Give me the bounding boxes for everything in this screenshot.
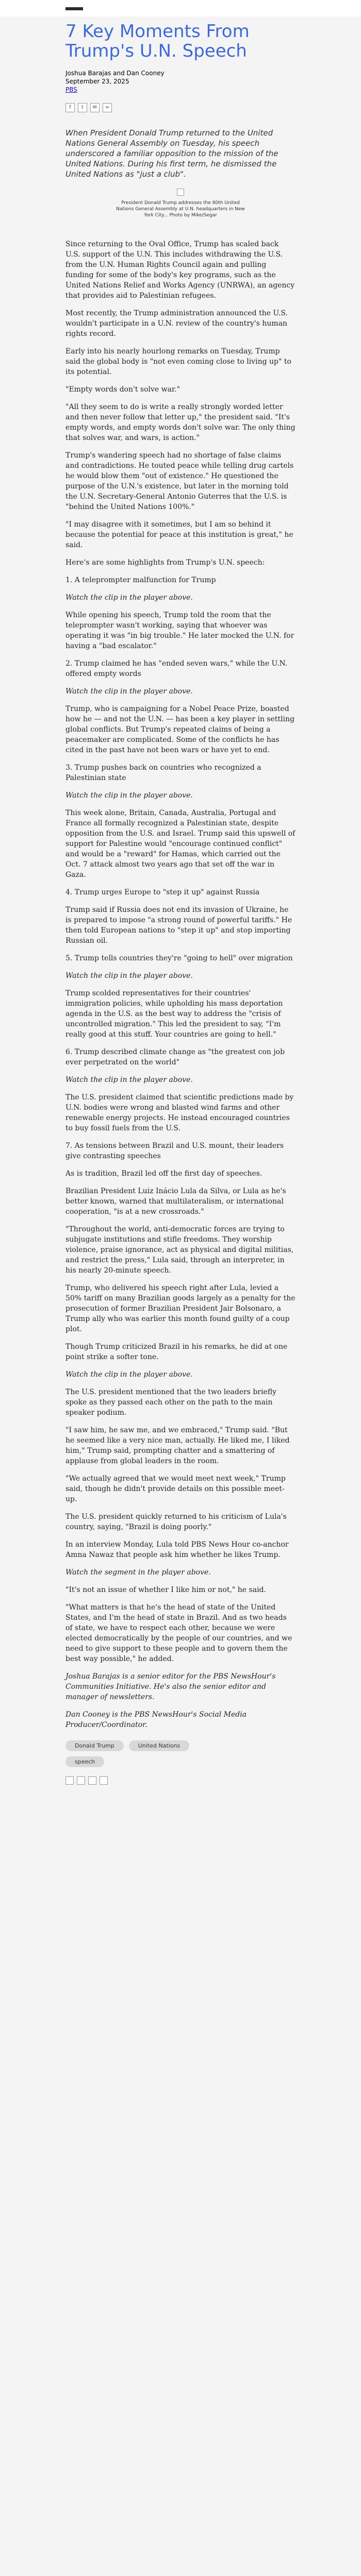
- hero-image[interactable]: [177, 189, 184, 196]
- article-paragraph: Trump said if Russia does not end its invasion of Ukraine, he is prepared to impose "a strong round of powerful tariffs." He then told European nations to "step it up" and stop importing Russian oil.: [65, 906, 292, 945]
- article-paragraph: Brazilian President Luiz Inácio Lula da Silva, or Lula as he's better known, warned that multilateralism, or international cooperation, "is at a new crossroads.": [65, 1187, 286, 1216]
- watch-clip-note: Watch the clip in the player above.: [65, 1076, 193, 1084]
- twitter-icon[interactable]: [77, 1776, 85, 1785]
- watch-clip-note: Watch the clip in the player above.: [65, 1370, 193, 1379]
- article-paragraph: Though Trump criticized Brazil in his remarks, he did at one point strike a softer tone.: [65, 1343, 288, 1361]
- article-paragraph: 1. A teleprompter malfunction for Trump: [65, 576, 216, 584]
- article-paragraph: "I saw him, he saw me, and we embraced," Trump said. "But he seemed like a very nice man, actually. He liked me, I liked him," Trump said, prompting chatter and a smattering of applause from global leaders in the room.: [65, 1426, 290, 1465]
- footer-share-icons: [65, 1776, 296, 1785]
- email-icon[interactable]: ✉: [90, 103, 100, 112]
- article-paragraph: Early into his nearly hourlong remarks on Tuesday, Trump said the global body is "not even coming close to living up" to its potential.: [65, 347, 291, 376]
- article-paragraph: Trump, who delivered his speech right after Lula, levied a 50% tariff on many Brazilian goods largely as a penalty for the prosecution of former Brazilian President Jair Bolsonaro, a Trump ally who was earlier this month found guilty of a coup plot.: [65, 1284, 296, 1333]
- article-paragraph: While opening his speech, Trump told the room that the teleprompter wasn't working, saying that whoever was operating it was "in big trouble." He later mocked the U.N. for having a "bad escalator.": [65, 611, 294, 650]
- tag-chip[interactable]: speech: [65, 1756, 104, 1767]
- date: September 23, 2025: [65, 78, 129, 85]
- share-icons: [65, 103, 296, 112]
- logo: [65, 7, 83, 10]
- article-paragraph: In an interview Monday, Lula told PBS News Hour co-anchor Amna Nawaz that people ask him whether he likes Trump.: [65, 1540, 289, 1559]
- article-paragraph: 4. Trump urges Europe to "step it up" against Russia: [65, 888, 260, 896]
- article-paragraph: Joshua Barajas is a senior editor for the PBS NewsHour's Communities Initiative. He's also the senior editor and manager of newsletters.: [65, 1672, 276, 1701]
- article-paragraph: "Empty words don't solve war.": [65, 385, 180, 394]
- article-body: [65, 239, 296, 1730]
- byline: [65, 69, 296, 94]
- article-paragraph: As is tradition, Brazil led off the first day of speeches.: [65, 1170, 262, 1178]
- article-title[interactable]: 7 Key Moments From Trump's U.N. Speech: [65, 21, 250, 61]
- source-link[interactable]: PBS: [65, 86, 77, 93]
- tag-chip[interactable]: United Nations: [129, 1740, 189, 1751]
- watch-clip-note: Watch the clip in the player above.: [65, 972, 193, 980]
- article-paragraph: 2. Trump claimed he has "ended seven wars," while the U.N. offered empty words: [65, 659, 288, 678]
- hero-figure: [113, 189, 248, 218]
- image-caption: President Donald Trump addresses the 80th United Nations General Assembly at U.N. headquarters in New York City... Photo by Mike/Segar: [116, 200, 245, 218]
- article-paragraph: 5. Trump tells countries they're "going to hell" over migration: [65, 954, 293, 962]
- article-paragraph: Trump, who is campaigning for a Nobel Peace Prize, boasted how he — and not the U.N. — has been a key player in settling global conflicts. But Trump's repeated claims of being a peacemaker are complicated. Some of the conflicts he has cited in the past have not been wars or have yet to end.: [65, 705, 295, 754]
- facebook-icon[interactable]: f: [65, 103, 75, 112]
- article-paragraph: "We actually agreed that we would meet next week," Trump said, though he didn't provide details on this possible meet-up.: [65, 1475, 286, 1503]
- link-icon[interactable]: [100, 1776, 108, 1785]
- article-paragraph: Trump scolded representatives for their countries' immigration policies, while upholding his mass deportation agenda in the U.S. as the best way to address the "crisis of uncontrolled migration." This led the president to say, "I'm really good at this stuff. Your countries are going to hell.": [65, 989, 283, 1039]
- watch-clip-note: Watch the clip in the player above.: [65, 791, 193, 800]
- article-paragraph: 7. As tensions between Brazil and U.S. mount, their leaders give contrasting speeches: [65, 1142, 284, 1160]
- article-paragraph: "Throughout the world, anti-democratic forces are trying to subjugate institutions and stifle freedoms. They worship violence, praise ignorance, act as physical and digital militias, and restrict the press," Lula said, through an interpreter, in his nearly 20-minute speech.: [65, 1225, 294, 1275]
- article-paragraph: This week alone, Britain, Canada, Australia, Portugal and France all formally recognized a Palestinian state, despite opposition from the U.S. and Israel. Trump said this upswell of support for Palestine would "encourage continued conflict" and would be a "reward" for Hamas, which carried out the Oct. 7 attack almost two years ago that set off the war in Gaza.: [65, 809, 296, 879]
- watch-clip-note: Watch the segment in the player above.: [65, 1568, 211, 1577]
- facebook-icon[interactable]: [65, 1776, 74, 1785]
- email-icon[interactable]: [88, 1776, 96, 1785]
- twitter-icon[interactable]: t: [78, 103, 87, 112]
- article-paragraph: 6. Trump described climate change as "the greatest con job ever perpetrated on the world": [65, 1048, 285, 1066]
- article-paragraph: Dan Cooney is the PBS NewsHour's Social Media Producer/Coordinator.: [65, 1710, 247, 1729]
- article-paragraph: Since returning to the Oval Office, Trump has scaled back U.S. support of the U.N. This includes withdrawing the U.S. from the U.N. Human Rights Council again and pulling funding for some of the body's key programs, such as the United Nations Relief and Works Agency (UNRWA), an agency that provides aid to Palestinian refugees.: [65, 240, 295, 300]
- article-paragraph: Most recently, the Trump administration announced the U.S. wouldn't participate in a U.N. review of the country's human rights record.: [65, 309, 288, 338]
- article-paragraph: Here's are some highlights from Trump's U.N. speech:: [65, 558, 265, 567]
- article-paragraph: "I may disagree with it sometimes, but I am so behind it because the potential for peace at this institution is great," he said.: [65, 520, 293, 549]
- article-paragraph: "It's not an issue of whether I like him or not," he said.: [65, 1586, 266, 1594]
- watch-clip-note: Watch the clip in the player above.: [65, 594, 193, 602]
- article-paragraph: The U.S. president quickly returned to his criticism of Lula's country, saying, "Brazil is doing poorly.": [65, 1513, 287, 1531]
- article-paragraph: Trump's wandering speech had no shortage of false claims and contradictions. He touted peace while telling drug cartels he would blow them "out of existence." He questioned the purpose of the U.N.'s existence, but later in the morning told the U.N. Secretary-General Antonio Guterres that the U.S. is "behind the United Nations 100%.": [65, 451, 294, 511]
- article-paragraph: "What matters is that he's the head of state of the United States, and I'm the head of state in Brazil. And as two heads of state, we have to respect each other, because we were elected democratically by the people of our countries, and we need to give support to these people and to govern them the best way possible," he added.: [65, 1603, 292, 1663]
- watch-clip-note: Watch the clip in the player above.: [65, 687, 193, 696]
- authors: Joshua Barajas and Dan Cooney: [65, 70, 165, 77]
- article-paragraph: The U.S. president mentioned that the two leaders briefly spoke as they passed each other on the path to the main speaker podium.: [65, 1388, 277, 1417]
- lede: When President Donald Trump returned to the United Nations General Assembly on Tuesday, his speech underscored a familiar opposition to the mission of the United Nations. During his first term, he dismissed the United Nations as "just a club".: [65, 128, 278, 179]
- tag-list: [65, 1740, 220, 1767]
- article-paragraph: "All they seem to do is write a really strongly worded letter and then never follow that letter up," the president said. "It's empty words, and empty words don't solve war. The only thing that solves war, and wars, is action.": [65, 403, 296, 442]
- article-column: [58, 0, 303, 1805]
- article-paragraph: 3. Trump pushes back on countries who recognized a Palestinian state: [65, 764, 261, 782]
- article-paragraph: The U.S. president claimed that scientific predictions made by U.N. bodies were wrong and blasted wind farms and other renewable energy projects. He instead encouraged countries to buy fossil fuels from the U.S.: [65, 1093, 294, 1132]
- link-icon[interactable]: ∞: [103, 103, 112, 112]
- tag-chip[interactable]: Donald Trump: [65, 1740, 124, 1751]
